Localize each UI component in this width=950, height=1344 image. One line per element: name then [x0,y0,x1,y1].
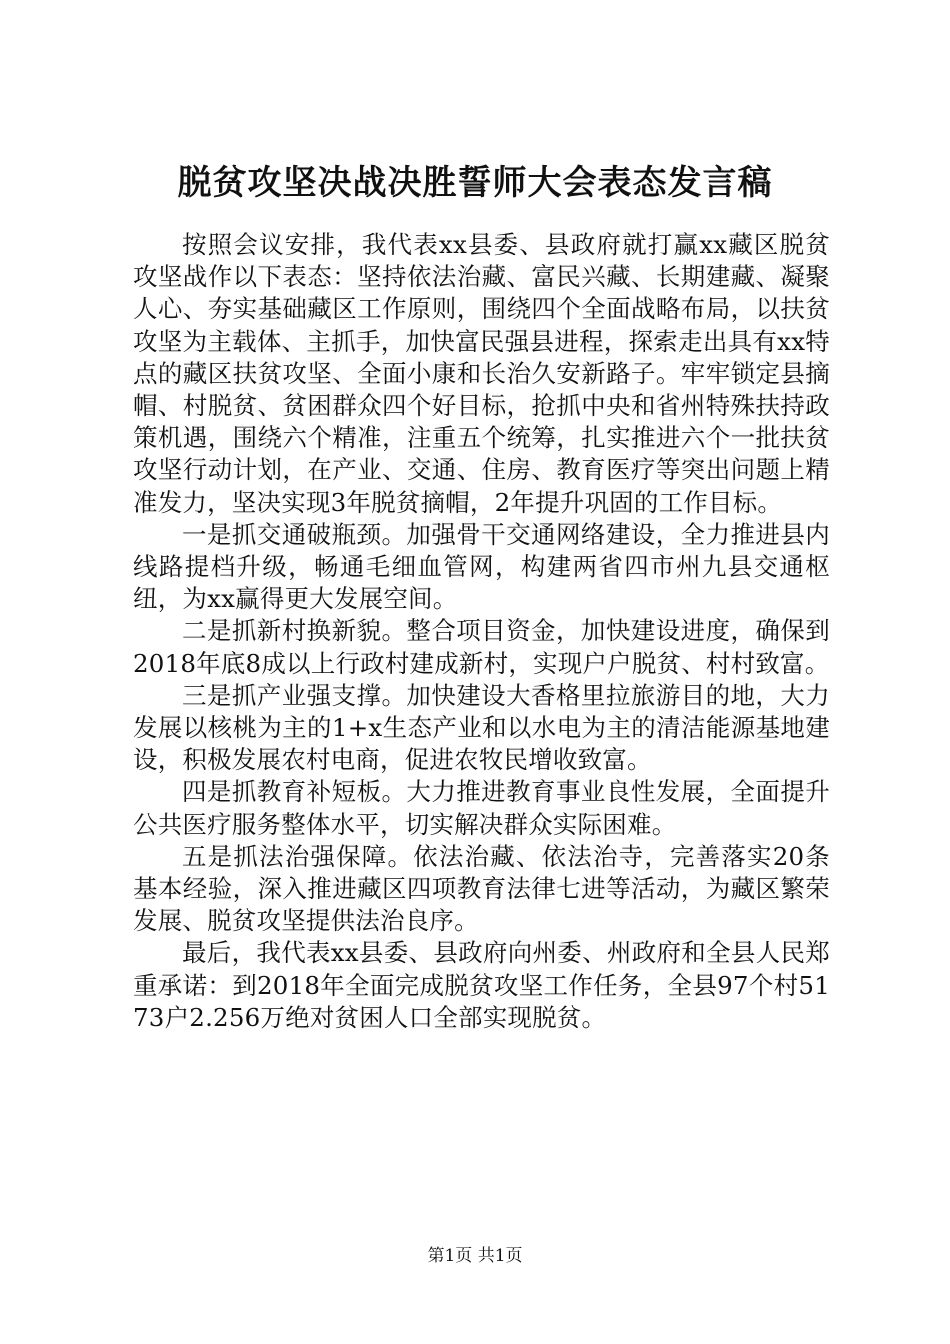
page-number-footer: 第1页 共1页 [427,1246,523,1266]
document-body [133,229,830,1034]
paragraph-new-village: 二是抓新村换新貌。整合项目资金，加快建设进度，确保到2018年底8成以上行政村建成新村，实现户户脱贫、村村致富。 [133,616,830,678]
paragraph-intro: 按照会议安排，我代表xx县委、县政府就打赢xx藏区脱贫攻坚战作以下表态：坚持依法治藏、富民兴藏、长期建藏、凝聚人心、夯实基础藏区工作原则，围绕四个全面战略布局，以扶贫攻坚为主载体、主抓手，加快富民强县进程，探索走出具有xx特点的藏区扶贫攻坚、全面小康和长治久安新路子。牢牢锁定县摘帽、村脱贫、贫困群众四个好目标，抢抓中央和省州特殊扶持政策机遇，围绕六个精准，注重五个统筹，扎实推进六个一批扶贫攻坚行动计划，在产业、交通、住房、教育医疗等突出问题上精准发力，坚决实现3年脱贫摘帽，2年提升巩固的工作目标。 [133,230,830,517]
paragraph-rule-of-law: 五是抓法治强保障。依法治藏、依法治寺，完善落实20条基本经验，深入推进藏区四项教育法律七进等活动，为藏区繁荣发展、脱贫攻坚提供法治良序。 [133,841,830,936]
document-title: 脱贫攻坚决战决胜誓师大会表态发言稿 [177,163,773,203]
paragraph-transport: 一是抓交通破瓶颈。加强骨干交通网络建设，全力推进县内线路提档升级，畅通毛细血管网，构建两省四市州九县交通枢纽，为xx赢得更大发展空间。 [133,519,830,614]
paragraph-industry: 三是抓产业强支撑。加快建设大香格里拉旅游目的地，大力发展以核桃为主的1+x生态产业和以水电为主的清洁能源基地建设，积极发展农村电商，促进农牧民增收致富。 [133,680,830,775]
paragraph-education: 四是抓教育补短板。大力推进教育事业良性发展，全面提升公共医疗服务整体水平，切实解决群众实际困难。 [133,777,830,839]
paragraph-closing: 最后，我代表xx县委、县政府向州委、州政府和全县人民郑重承诺：到2018年全面完成脱贫攻坚工作任务，全县97个村5173户2.256万绝对贫困人口全部实现脱贫。 [133,938,830,1032]
